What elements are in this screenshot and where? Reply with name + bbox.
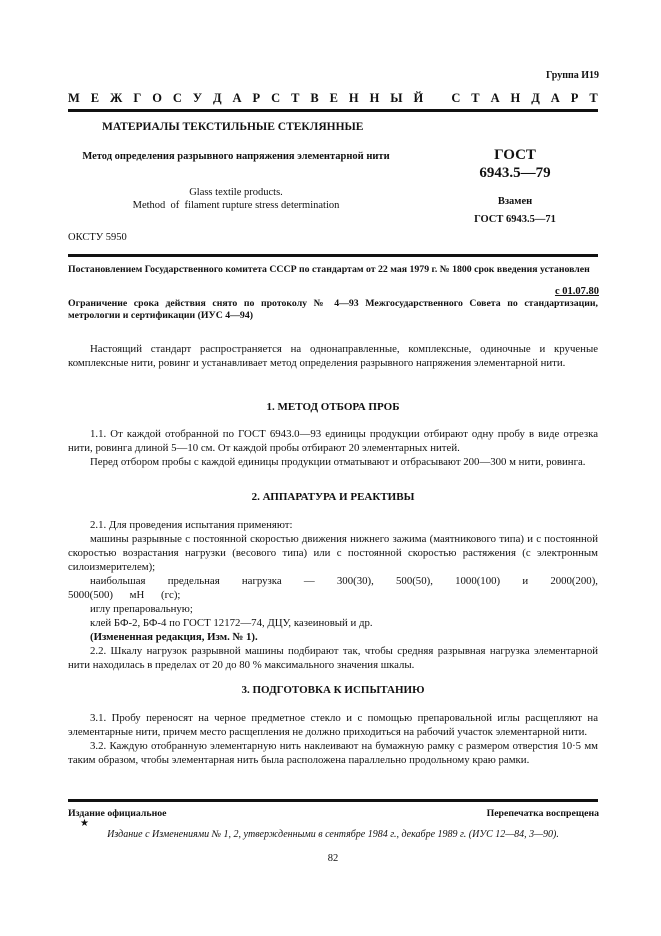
- official-edition-label: Издание официальное: [68, 808, 167, 819]
- paragraph-2-1-glue: клей БФ-2, БФ-4 по ГОСТ 12172—74, ДЦУ, казеиновый и др.: [90, 617, 373, 629]
- title-letter: Т: [291, 91, 300, 105]
- amendment-note: (Измененная редакция, Изм. № 1).: [90, 631, 258, 643]
- title-letter: А: [232, 91, 242, 105]
- paragraph-1-1: 1.1. От каждой отобранной по ГОСТ 6943.0—93 единицы продукции отбирают одну пробу в виде отрезка нити, ровинга длиной 5—10 см. От каждой пробы отбирают 20 элементарных нитей.: [68, 428, 598, 454]
- title-letter: Й: [413, 91, 424, 105]
- paragraph-3-2: 3.2. Каждую отобранную элементарную нить наклеивают на бумажную рамку с размером отверстия 10·5 мм таким образом, чтобы элементарная нить была расположена параллельно продольному краю рамки.: [68, 740, 598, 766]
- decree-text: Постановлением Государственного комитета СССР по стандартам от 22 мая 1979 г. № 1800 срок введения установлен: [68, 264, 590, 275]
- reprint-prohibited-label: Перепечатка воспрещена: [486, 808, 599, 819]
- replaces-block: [440, 193, 590, 229]
- title-letter: О: [152, 91, 162, 105]
- gost-number: 6943.5—79: [479, 165, 551, 181]
- title-letter: Н: [348, 91, 359, 105]
- title-letter: Е: [90, 91, 100, 105]
- paragraph-3-1: 3.1. Пробу переносят на черное предметное стекло и с помощью препаровальной иглы расщепляют на элементарные нити, причем место расщепления не должно приходиться на рабочий участок элементарной нити.: [68, 712, 598, 738]
- section-3-heading: 3. ПОДГОТОВКА К ИСПЫТАНИЮ: [241, 684, 425, 696]
- footer-rule: [68, 799, 598, 802]
- gost-label: ГОСТ: [494, 147, 536, 163]
- document-subject: МАТЕРИАЛЫ ТЕКСТИЛЬНЫЕ СТЕКЛЯННЫЕ: [102, 121, 364, 133]
- paragraph-2-1-needle: иглу препаровальную;: [90, 603, 193, 615]
- section-1-body: [68, 427, 598, 469]
- title-letter: Р: [570, 91, 579, 105]
- title-letter: Д: [531, 91, 540, 105]
- title-letter: А: [550, 91, 560, 105]
- intro-paragraph: [68, 342, 598, 370]
- decree-rule: [68, 254, 598, 257]
- title-letter: Ы: [390, 91, 403, 105]
- method-title-ru: Метод определения разрывного напряжения элементарной нити: [82, 151, 390, 162]
- limit-removed-text: Ограничение срока действия снято по протоколу № 4—93 Межгосударственного Совета по стандартизации, метрологии и сертификации (ИУС 4—94): [68, 298, 598, 321]
- paragraph-1-1b: Перед отбором пробы с каждой единицы продукции отматывают и отбрасывают 200—300 м нити, ровинга.: [90, 456, 586, 468]
- paragraph-2-2: 2.2. Шкалу нагрузок разрывной машины подбирают так, чтобы средняя разрывная нагрузка элементарной нити находилась в пределах от 20 до 80 % максимального значения шкалы.: [68, 645, 598, 671]
- title-letter: С: [451, 91, 461, 105]
- intro-text: Настоящий стандарт распространяется на однонаправленные, комплексные, одиночные и крученые комплексные нити, ровинг и устанавливает метод определения разрывного напряжения элементарной нити.: [68, 343, 598, 369]
- title-letter: С: [172, 91, 182, 105]
- top-rule: [68, 109, 598, 112]
- section-2-heading: 2. АППАРАТУРА И РЕАКТИВЫ: [251, 491, 415, 503]
- method-title-en-line1: Glass textile products.: [189, 187, 283, 198]
- section-1-heading: 1. МЕТОД ОТБОРА ПРОБ: [266, 401, 400, 413]
- okstu-code: ОКСТУ 5950: [68, 232, 127, 243]
- replaces-value: ГОСТ 6943.5—71: [474, 214, 556, 225]
- title-letter: Ж: [110, 91, 123, 105]
- title-letter: Н: [510, 91, 521, 105]
- section-2-body: [68, 518, 598, 672]
- replaces-label: Взамен: [497, 196, 533, 207]
- standard-type-title: [68, 91, 598, 106]
- title-letter: У: [192, 91, 203, 105]
- method-title-en: [76, 186, 396, 212]
- page-number: 82: [327, 853, 339, 864]
- title-letter: [434, 91, 440, 106]
- title-letter: Т: [471, 91, 480, 105]
- paragraph-2-1-load: наибольшая предельная нагрузка — 300(30), 500(50), 1000(100) и 2000(200), 5000(500) мН (гс);: [68, 575, 598, 601]
- title-letter: М: [68, 91, 80, 105]
- title-letter: А: [490, 91, 500, 105]
- title-letter: Т: [589, 91, 598, 105]
- title-letter: Д: [213, 91, 222, 105]
- paragraph-2-1: 2.1. Для проведения испытания применяют:: [90, 519, 293, 531]
- title-letter: Е: [329, 91, 338, 105]
- star-icon: ★: [80, 818, 89, 829]
- title-letter: В: [310, 91, 319, 105]
- title-letter: Г: [133, 91, 142, 105]
- section-3-body: [68, 711, 598, 767]
- gost-designation: [440, 146, 590, 182]
- title-letter: Н: [369, 91, 380, 105]
- group-code: Группа И19: [546, 70, 599, 81]
- paragraph-2-1-machines: машины разрывные с постоянной скоростью движения нижнего зажима (маятникового типа) и с постоянной скоростью возрастания нагрузки (весового типа) или с постоянной скоростью растяжения (с электронным силоизмерителем);: [68, 533, 598, 573]
- edition-note: Издание с Изменениями № 1, 2, утвержденными в сентябре 1984 г., декабре 1989 г. (ИУС 12—84, 3—90).: [107, 829, 559, 840]
- title-letter: С: [271, 91, 281, 105]
- title-letter: Р: [252, 91, 261, 105]
- effective-date: с 01.07.80: [554, 286, 599, 297]
- method-title-en-line2: Method of filament rupture stress determination: [132, 200, 340, 211]
